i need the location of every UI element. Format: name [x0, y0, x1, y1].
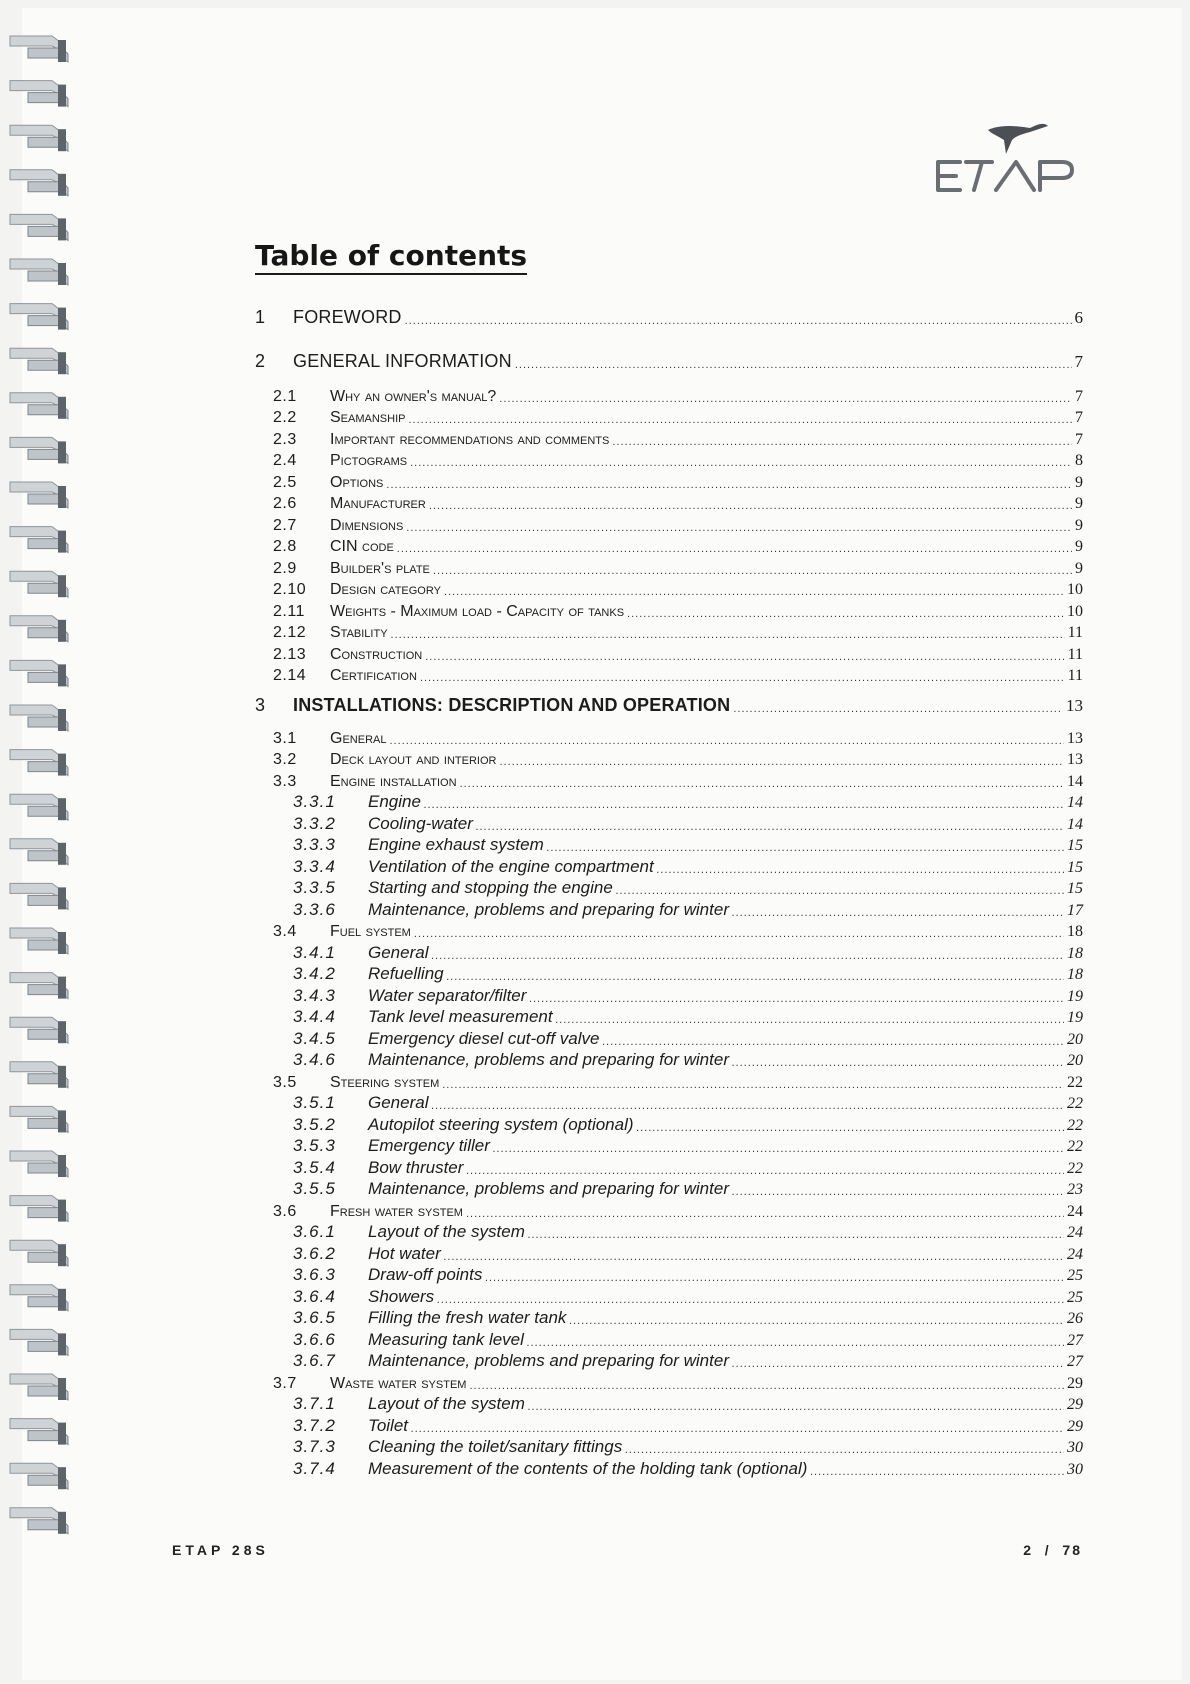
toc-entry-page: 15	[1067, 880, 1083, 897]
footer-document-name: ETAP 28S	[172, 1542, 269, 1558]
toc-dot-leader	[469, 1379, 1064, 1393]
toc-entry[interactable]	[255, 350, 1083, 372]
toc-dot-leader	[657, 863, 1064, 877]
toc-entry[interactable]	[255, 726, 1083, 748]
toc-entry-number: 3	[255, 695, 266, 715]
toc-dot-leader	[528, 1400, 1064, 1414]
toc-dot-leader	[529, 992, 1064, 1006]
toc-entry[interactable]	[255, 384, 1083, 406]
toc-entry-number: 3.3.3	[293, 835, 336, 854]
toc-entry-title: Engine	[368, 792, 421, 811]
toc-entry-page: 20	[1067, 1030, 1083, 1048]
toc-entry-page: 24	[1067, 1202, 1083, 1220]
toc-entry-title: Autopilot steering system (optional)	[368, 1114, 634, 1134]
toc-entry-number: 3.4	[273, 923, 297, 940]
toc-entry-title: Cooling-water	[368, 813, 473, 833]
toc-dot-leader	[627, 607, 1064, 621]
toc-entry-title: Stability	[330, 624, 388, 641]
toc-entry-page: 11	[1067, 624, 1083, 641]
toc-entry-page: 22	[1067, 1159, 1083, 1177]
toc-dot-leader	[460, 777, 1064, 791]
toc-entry-number: 3.3.5	[293, 878, 336, 897]
toc-entry-page: 14	[1067, 772, 1083, 790]
toc-dot-leader	[444, 1250, 1064, 1264]
toc-entry-number: 3.5.3	[293, 1136, 336, 1155]
toc-entry-page: 23	[1067, 1181, 1083, 1198]
toc-entry-number: 3.5	[273, 1073, 297, 1091]
toc-entry[interactable]	[255, 1371, 1083, 1393]
toc-entry[interactable]	[255, 535, 1083, 557]
toc-entry-title: FOREWORD	[293, 307, 402, 327]
toc-dot-leader	[406, 521, 1072, 535]
toc-entry-number: 2.3	[273, 430, 297, 448]
toc-dot-leader	[732, 1357, 1064, 1371]
toc-entry-title: Waste water system	[330, 1374, 467, 1392]
toc-entry-number: 2.8	[273, 538, 297, 555]
toc-dot-leader	[499, 392, 1072, 406]
toc-entry[interactable]	[255, 1027, 1083, 1049]
toc-entry[interactable]	[255, 1006, 1083, 1028]
toc-entry-number: 1	[255, 307, 266, 327]
toc-entry-title: Layout of the system	[368, 1222, 525, 1241]
toc-dot-leader	[612, 435, 1072, 449]
toc-dot-leader	[637, 1121, 1064, 1135]
toc-entry[interactable]	[255, 1113, 1083, 1135]
toc-entry-title: Certification	[330, 667, 417, 684]
toc-entry[interactable]	[255, 1049, 1083, 1071]
toc-entry-number: 3.5.5	[293, 1179, 336, 1198]
toc-entry[interactable]	[255, 1328, 1083, 1350]
toc-entry-page: 10	[1067, 602, 1083, 620]
toc-entry-title: Important recommendations and comments	[330, 430, 610, 448]
toc-entry-number: 3.4.4	[293, 1007, 336, 1026]
toc-entry-page: 15	[1067, 837, 1083, 854]
toc-entry[interactable]	[255, 1264, 1083, 1286]
toc-entry-page: 7	[1075, 430, 1083, 448]
toc-entry-page: 22	[1067, 1073, 1083, 1091]
toc-entry-page: 30	[1067, 1439, 1083, 1456]
toc-dot-leader	[425, 650, 1064, 664]
toc-dot-leader	[547, 841, 1064, 855]
toc-entry-number: 3.6.3	[293, 1265, 336, 1284]
toc-entry-number: 2.1	[273, 387, 297, 405]
toc-entry-page: 18	[1067, 923, 1083, 940]
toc-entry-page: 24	[1067, 1245, 1083, 1263]
toc-entry-title: Maintenance, problems and preparing for winter	[368, 1179, 729, 1198]
toc-entry-title: Steering system	[330, 1073, 440, 1091]
toc-entry[interactable]	[255, 1414, 1083, 1436]
toc-entry-number: 2.9	[273, 559, 297, 577]
toc-dot-leader	[444, 585, 1064, 599]
spiral-binding-icon	[0, 0, 72, 1684]
toc-entry-number: 3.3.1	[293, 792, 336, 811]
toc-entry-page: 9	[1075, 516, 1083, 534]
toc-entry-title: General	[368, 1093, 429, 1112]
toc-entry-page: 19	[1067, 987, 1083, 1005]
toc-entry[interactable]	[255, 599, 1083, 621]
toc-entry-title: Engine installation	[330, 772, 457, 790]
toc-entry-page: 13	[1067, 729, 1083, 747]
toc-entry-title: Cleaning the toilet/sanitary fittings	[368, 1437, 623, 1456]
toc-entry-number: 3.3.2	[293, 813, 336, 833]
toc-dot-leader	[437, 1293, 1064, 1307]
toc-entry-title: Starting and stopping the engine	[368, 878, 613, 897]
footer-page-number: 2 / 78	[1023, 1542, 1082, 1558]
toc-dot-leader	[528, 1228, 1064, 1242]
toc-entry-page: 18	[1067, 966, 1083, 983]
etap-wordmark-icon	[930, 156, 1080, 198]
toc-entry-number: 3.1	[273, 729, 297, 747]
toc-entry-title: Construction	[330, 645, 423, 663]
toc-dot-leader	[466, 1207, 1064, 1221]
toc-entry[interactable]	[255, 406, 1083, 428]
toc-entry-number: 2.11	[273, 602, 305, 620]
toc-entry-title: Ventilation of the engine compartment	[368, 856, 654, 876]
toc-entry-number: 3.7.1	[293, 1394, 336, 1413]
toc-dot-leader	[569, 1314, 1064, 1328]
toc-entry-page: 9	[1075, 538, 1083, 555]
toc-entry-number: 3.2	[273, 751, 297, 768]
toc-dot-leader	[476, 820, 1064, 834]
toc-entry-title: Filling the fresh water tank	[368, 1308, 567, 1327]
toc-entry-page: 7	[1075, 409, 1083, 426]
toc-entry-title: Builder's plate	[330, 559, 430, 577]
toc-dot-leader	[732, 1185, 1064, 1199]
toc-entry[interactable]	[255, 1221, 1083, 1243]
toc-entry-number: 2.14	[273, 667, 307, 684]
toc-dot-leader	[515, 358, 1072, 372]
toc-entry[interactable]	[255, 898, 1083, 920]
toc-entry[interactable]	[255, 664, 1083, 686]
toc-dot-leader	[485, 1271, 1064, 1285]
toc-entry-number: 2.4	[273, 452, 297, 469]
toc-entry-title: Maintenance, problems and preparing for winter	[368, 1050, 729, 1069]
toc-dot-leader	[408, 413, 1072, 427]
toc-entry-title: General	[330, 729, 387, 747]
toc-entry-number: 2.10	[273, 581, 307, 598]
toc-dot-leader	[429, 499, 1072, 513]
toc-dot-leader	[810, 1465, 1064, 1479]
toc-entry[interactable]	[255, 492, 1083, 514]
toc-entry-number: 3.4.3	[293, 985, 336, 1005]
toc-entry-page: 9	[1075, 495, 1083, 512]
toc-entry[interactable]	[255, 1307, 1083, 1329]
toc-entry-number: 3.6.4	[293, 1286, 336, 1306]
toc-dot-leader	[431, 949, 1064, 963]
toc-dot-leader	[386, 478, 1072, 492]
toc-entry-page: 13	[1067, 751, 1083, 768]
toc-entry-number: 3.3.4	[293, 856, 336, 876]
toc-entry-page: 30	[1067, 1460, 1083, 1478]
toc-entry-number: 3.6.7	[293, 1351, 336, 1370]
toc-entry-page: 14	[1067, 815, 1083, 833]
toc-dot-leader	[433, 564, 1072, 578]
toc-entry-number: 3.7	[273, 1374, 297, 1392]
toc-dot-leader	[420, 671, 1065, 685]
toc-entry-title: Emergency tiller	[368, 1136, 490, 1155]
toc-entry-number: 3.4.2	[293, 964, 336, 983]
toc-dot-leader	[411, 1422, 1064, 1436]
toc-entry-page: 11	[1067, 645, 1083, 663]
toc-entry-page: 7	[1074, 352, 1083, 371]
toc-dot-leader	[732, 906, 1064, 920]
toc-entry-title: Hot water	[368, 1243, 441, 1263]
toc-entry-number: 2.13	[273, 645, 307, 663]
toc-entry[interactable]	[255, 812, 1083, 834]
toc-entry-title: Options	[330, 473, 384, 491]
toc-entry-page: 20	[1067, 1052, 1083, 1069]
toc-entry-title: Bow thruster	[368, 1157, 464, 1177]
toc-entry[interactable]	[255, 748, 1083, 770]
toc-dot-leader	[442, 1078, 1064, 1092]
toc-entry-title: Emergency diesel cut-off valve	[368, 1028, 600, 1048]
toc-entry-page: 26	[1067, 1310, 1083, 1327]
toc-entry-number: 3.4.5	[293, 1028, 336, 1048]
toc-entry-title: Seamanship	[330, 409, 406, 426]
toc-entry-number: 3.4.6	[293, 1050, 336, 1069]
toc-entry[interactable]	[255, 1092, 1083, 1114]
toc-entry-page: 13	[1066, 696, 1083, 715]
toc-entry-page: 22	[1067, 1138, 1083, 1155]
toc-entry[interactable]	[255, 834, 1083, 856]
toc-dot-leader	[410, 456, 1072, 470]
toc-entry-page: 25	[1067, 1267, 1083, 1284]
toc-entry-title: Showers	[368, 1286, 435, 1306]
toc-dot-leader	[527, 1336, 1064, 1350]
toc-entry-title: Manufacturer	[330, 495, 426, 512]
toc-entry[interactable]	[255, 1135, 1083, 1157]
toc-entry-page: 29	[1067, 1374, 1083, 1392]
toc-entry-page: 17	[1067, 901, 1083, 919]
toc-entry[interactable]	[255, 621, 1083, 643]
toc-entry-number: 3.5.4	[293, 1157, 336, 1177]
toc-entry[interactable]	[255, 877, 1083, 899]
toc-entry-title: GENERAL INFORMATION	[293, 351, 512, 371]
toc-entry-number: 2.7	[273, 516, 297, 534]
toc-entry-title: Maintenance, problems and preparing for winter	[368, 1351, 729, 1370]
toc-entry-title: Toilet	[368, 1415, 409, 1435]
toc-entry-page: 25	[1067, 1288, 1083, 1306]
toc-entry-title: Deck layout and interior	[330, 751, 497, 768]
toc-entry-page: 29	[1067, 1396, 1083, 1413]
toc-entry-page: 7	[1075, 387, 1083, 405]
toc-dot-leader	[556, 1013, 1064, 1027]
toc-dot-leader	[466, 1164, 1064, 1178]
toc-dot-leader	[733, 702, 1063, 716]
toc-entry-page: 15	[1067, 858, 1083, 876]
toc-entry-page: 22	[1067, 1116, 1083, 1134]
toc-dot-leader	[493, 1142, 1064, 1156]
toc-entry-title: Maintenance, problems and preparing for winter	[368, 899, 729, 919]
toc-entry[interactable]	[255, 427, 1083, 449]
toc-entry-page: 9	[1075, 559, 1083, 577]
toc-entry-title: INSTALLATIONS: DESCRIPTION AND OPERATION	[293, 695, 731, 715]
toc-entry[interactable]	[255, 920, 1083, 942]
toc-dot-leader	[397, 542, 1072, 556]
toc-entry-title: Dimensions	[330, 516, 404, 534]
toc-entry-title: Fresh water system	[330, 1202, 463, 1220]
toc-dot-leader	[447, 970, 1064, 984]
toc-entry[interactable]	[255, 984, 1083, 1006]
toc-entry-title: Weights - Maximum load - Capacity of tanks	[330, 602, 625, 620]
toc-entry[interactable]	[255, 941, 1083, 963]
table-of-contents	[255, 306, 1083, 1479]
toc-dot-leader	[391, 628, 1065, 642]
etap-logo	[930, 118, 1080, 198]
toc-entry-title: Design category	[330, 581, 441, 598]
toc-entry[interactable]	[255, 513, 1083, 535]
toc-entry-page: 27	[1067, 1331, 1083, 1349]
toc-entry-title: CIN code	[330, 538, 394, 555]
toc-entry-number: 2.12	[273, 624, 307, 641]
toc-entry-number: 3.3	[273, 772, 297, 790]
toc-dot-leader	[499, 755, 1064, 769]
toc-entry-title: Tank level measurement	[368, 1007, 553, 1026]
toc-entry-page: 29	[1067, 1417, 1083, 1435]
toc-entry-number: 2.5	[273, 473, 297, 491]
toc-entry-number: 3.5.1	[293, 1093, 336, 1112]
toc-entry-number: 3.3.6	[293, 899, 336, 919]
toc-entry[interactable]	[255, 963, 1083, 985]
toc-entry-number: 2.6	[273, 495, 297, 512]
toc-entry-title: Draw-off points	[368, 1265, 483, 1284]
toc-entry[interactable]	[255, 1350, 1083, 1372]
toc-dot-leader	[431, 1099, 1064, 1113]
toc-entry-title: Layout of the system	[368, 1394, 525, 1413]
toc-entry-title: Engine exhaust system	[368, 835, 544, 854]
toc-entry-page: 22	[1067, 1095, 1083, 1112]
toc-entry-page: 14	[1067, 794, 1083, 811]
toc-entry-number: 2	[255, 351, 266, 371]
toc-dot-leader	[603, 1035, 1065, 1049]
toc-entry-page: 24	[1067, 1224, 1083, 1241]
toc-entry-title: Refuelling	[368, 964, 444, 983]
toc-dot-leader	[424, 798, 1064, 812]
toc-entry-page: 19	[1067, 1009, 1083, 1026]
toc-dot-leader	[405, 314, 1072, 328]
toc-entry[interactable]	[255, 556, 1083, 578]
toc-entry-number: 3.4.1	[293, 942, 336, 962]
toc-entry[interactable]	[255, 1070, 1083, 1092]
toc-entry[interactable]	[255, 694, 1083, 716]
toc-entry[interactable]	[255, 855, 1083, 877]
toc-entry[interactable]	[255, 1393, 1083, 1415]
toc-dot-leader	[616, 884, 1064, 898]
toc-entry[interactable]	[255, 769, 1083, 791]
toc-dot-leader	[389, 734, 1064, 748]
toc-entry-page: 11	[1067, 667, 1083, 684]
toc-entry-number: 3.5.2	[293, 1114, 336, 1134]
toc-dot-leader	[732, 1056, 1064, 1070]
toc-entry-number: 3.6.2	[293, 1243, 336, 1263]
toc-dot-leader	[625, 1443, 1064, 1457]
toc-entry-page: 27	[1067, 1353, 1083, 1370]
toc-entry[interactable]	[255, 1178, 1083, 1200]
toc-entry-title: Fuel system	[330, 923, 411, 940]
toc-entry-title: General	[368, 942, 429, 962]
toc-entry-page: 18	[1067, 944, 1083, 962]
toc-entry[interactable]	[255, 1436, 1083, 1458]
toc-entry-page: 6	[1074, 308, 1083, 327]
toc-entry[interactable]	[255, 449, 1083, 471]
toc-entry[interactable]	[255, 1199, 1083, 1221]
toc-entry[interactable]	[255, 306, 1083, 328]
toc-entry-number: 3.6.1	[293, 1222, 336, 1241]
toc-entry-number: 3.6.6	[293, 1329, 336, 1349]
toc-entry-page: 8	[1075, 452, 1083, 469]
toc-entry-title: Water separator/filter	[368, 985, 527, 1005]
toc-entry[interactable]	[255, 1285, 1083, 1307]
toc-entry-number: 3.6.5	[293, 1308, 336, 1327]
toc-entry-title: Measuring tank level	[368, 1329, 524, 1349]
page-title: Table of contents	[255, 240, 527, 275]
toc-entry-page: 10	[1067, 581, 1083, 598]
toc-entry[interactable]	[255, 1457, 1083, 1479]
toc-entry-page: 9	[1075, 473, 1083, 491]
toc-entry-title: Pictograms	[330, 452, 408, 469]
toc-entry[interactable]	[255, 1156, 1083, 1178]
toc-dot-leader	[414, 927, 1064, 941]
toc-entry[interactable]	[255, 791, 1083, 813]
toc-entry-number: 3.6	[273, 1202, 297, 1220]
toc-entry-title: Why an owner's manual?	[330, 387, 497, 405]
toc-entry-number: 3.7.4	[293, 1458, 336, 1478]
toc-entry[interactable]	[255, 642, 1083, 664]
toc-entry-number: 3.7.3	[293, 1437, 336, 1456]
toc-entry-title: Measurement of the contents of the holding tank (optional)	[368, 1458, 808, 1478]
toc-entry-number: 3.7.2	[293, 1415, 336, 1435]
toc-entry[interactable]	[255, 1242, 1083, 1264]
toc-entry-number: 2.2	[273, 409, 297, 426]
toc-entry[interactable]	[255, 470, 1083, 492]
toc-entry[interactable]	[255, 578, 1083, 600]
